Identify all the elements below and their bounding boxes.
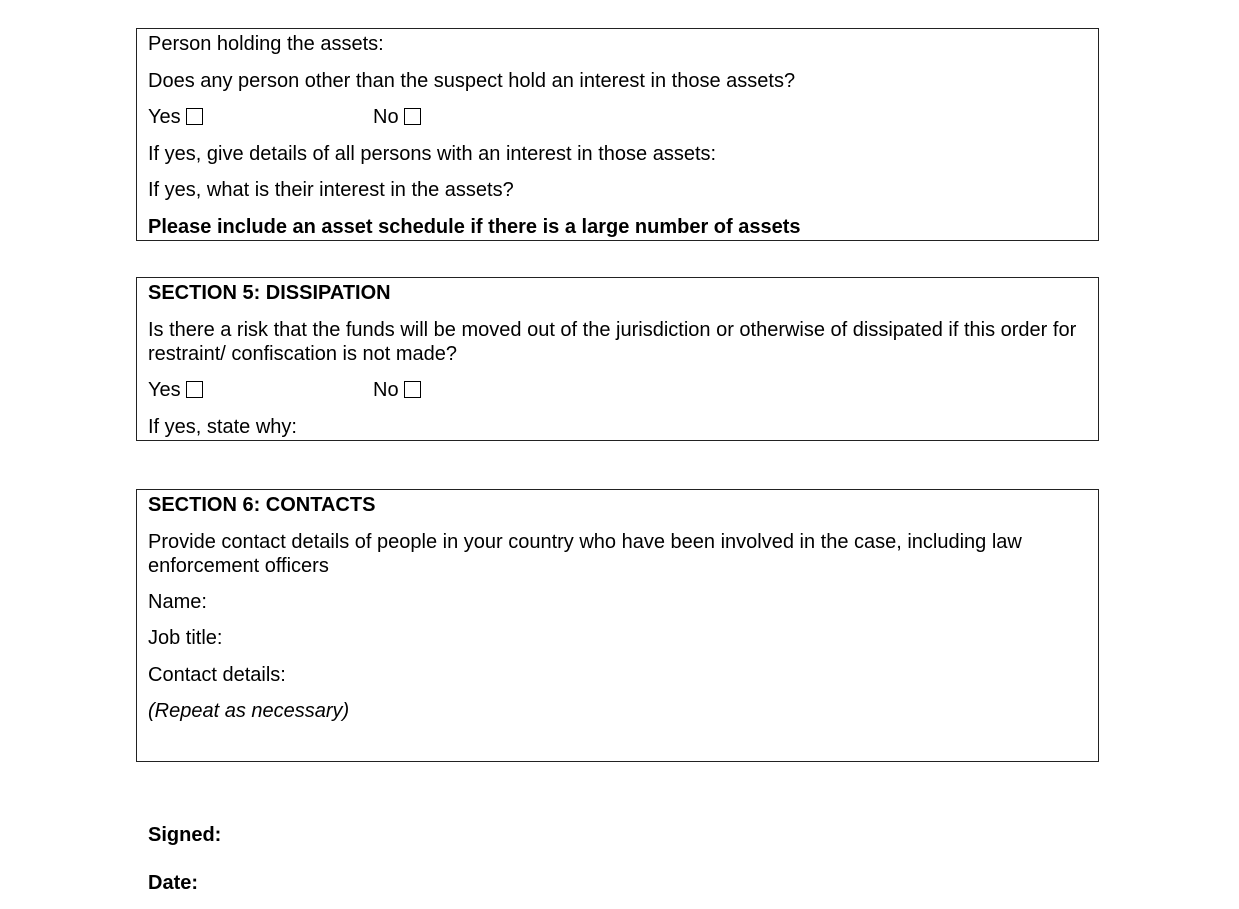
- dissipation-why-prompt: If yes, state why:: [148, 416, 297, 438]
- interest-nature-prompt: If yes, what is their interest in the assets?: [148, 179, 514, 201]
- person-holding-label: Person holding the assets:: [148, 33, 384, 55]
- repeat-note: (Repeat as necessary): [148, 700, 350, 722]
- dissipation-section-box: [136, 277, 1099, 441]
- dissipation-heading: SECTION 5: DISSIPATION: [148, 282, 391, 304]
- signed-label: Signed:: [148, 824, 222, 846]
- contacts-section-box: [136, 489, 1099, 762]
- dissipation-no-checkbox[interactable]: [404, 381, 421, 398]
- contact-name-label: Name:: [148, 591, 207, 613]
- other-interest-no-option: [373, 105, 421, 129]
- contact-details-label: Contact details:: [148, 664, 286, 686]
- contacts-instructions: Provide contact details of people in your country who have been involved in the case, including law enforcement officers: [148, 531, 1022, 577]
- date-label: Date:: [148, 872, 199, 894]
- yes-label: Yes: [148, 379, 181, 401]
- other-interest-question: Does any person other than the suspect hold an interest in those assets?: [148, 70, 796, 92]
- other-interest-yes-checkbox[interactable]: [186, 108, 203, 125]
- asset-schedule-note: Please include an asset schedule if there is a large number of assets: [148, 216, 801, 238]
- no-label: No: [373, 106, 399, 128]
- other-interest-yes-option: [148, 105, 203, 129]
- contacts-heading: SECTION 6: CONTACTS: [148, 494, 376, 516]
- assets-section-box: [136, 28, 1099, 241]
- dissipation-yes-option: [148, 378, 203, 402]
- interest-details-prompt: If yes, give details of all persons with an interest in those assets:: [148, 143, 717, 165]
- dissipation-no-option: [373, 378, 421, 402]
- other-interest-no-checkbox[interactable]: [404, 108, 421, 125]
- contact-job-title-label: Job title:: [148, 627, 223, 649]
- yes-label: Yes: [148, 106, 181, 128]
- dissipation-yes-checkbox[interactable]: [186, 381, 203, 398]
- dissipation-risk-question: Is there a risk that the funds will be moved out of the jurisdiction or otherwise of dissipated if this order for restraint/ confiscation is not made?: [148, 319, 1077, 365]
- no-label: No: [373, 379, 399, 401]
